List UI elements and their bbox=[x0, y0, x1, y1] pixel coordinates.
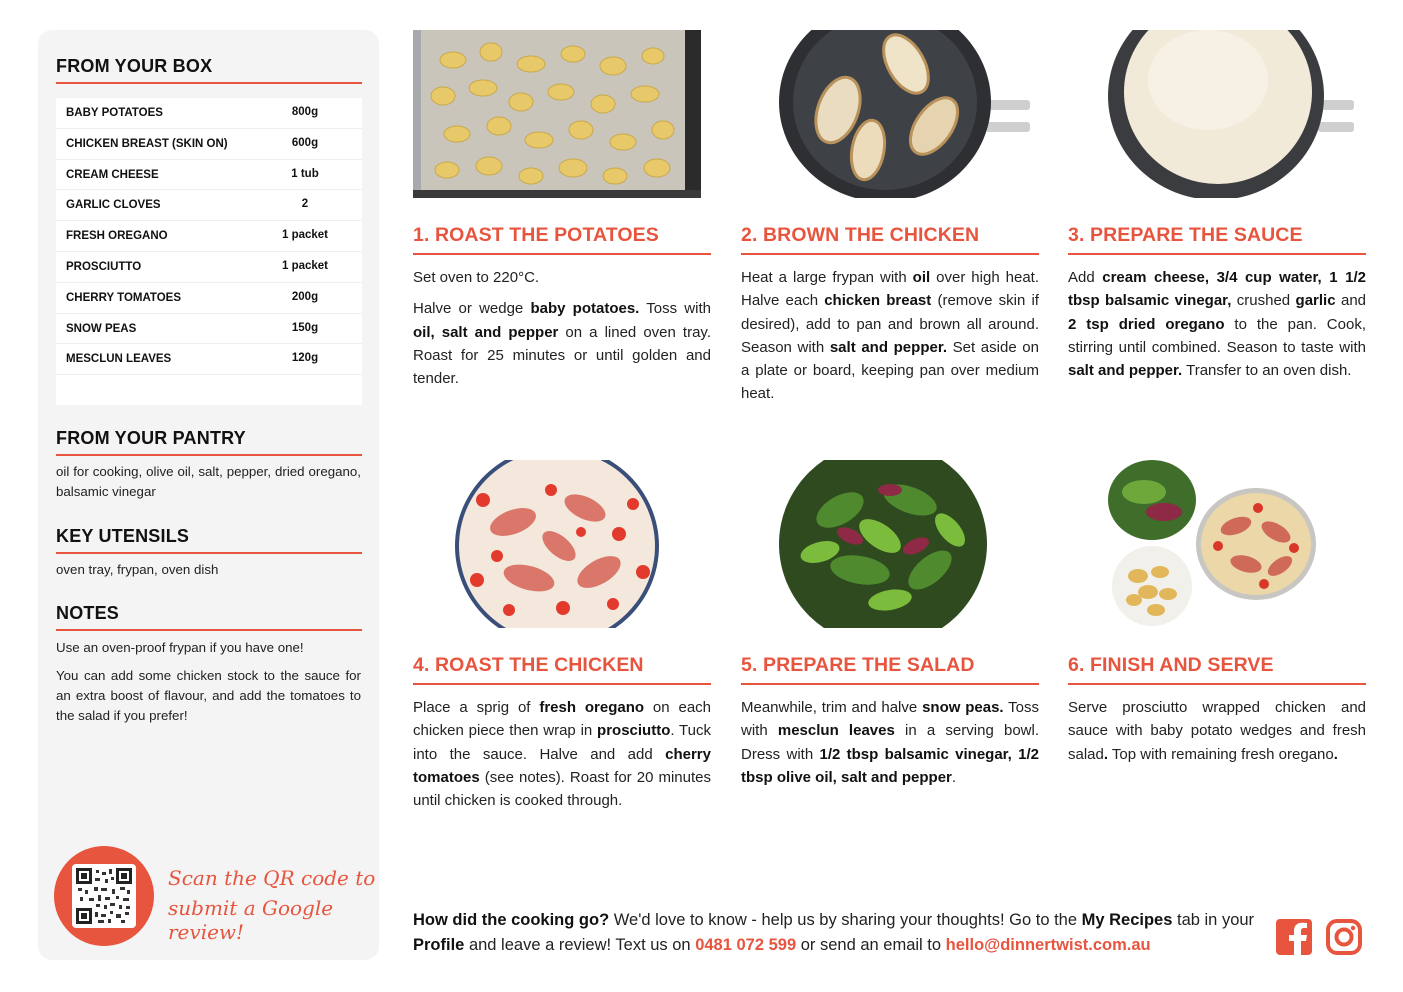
divider bbox=[413, 253, 711, 255]
step-photo-serve bbox=[1068, 460, 1366, 628]
qr-code-icon[interactable] bbox=[72, 864, 136, 928]
ingredient-name: BABY POTATOES bbox=[66, 107, 163, 119]
step-paragraph bbox=[413, 266, 711, 289]
bold-ingredient: 1/2 tbsp balsamic vinegar, 1/2 tbsp olive oil, salt and pepper bbox=[741, 745, 1040, 786]
step-body bbox=[1068, 696, 1366, 774]
ingredient-name: GARLIC CLOVES bbox=[66, 199, 161, 212]
step-text: Top with remaining fresh oregano bbox=[1108, 745, 1334, 763]
step-paragraph bbox=[741, 696, 1039, 789]
divider bbox=[56, 629, 362, 631]
ingredient-quantity: 1 packet bbox=[281, 229, 329, 242]
step-title: 3. PREPARE THE SAUCE bbox=[1068, 224, 1303, 246]
divider bbox=[741, 253, 1039, 255]
note-item: Use an oven-proof frypan if you have one! bbox=[56, 640, 304, 655]
ingredient-row bbox=[56, 221, 362, 252]
step-title: 6. FINISH AND SERVE bbox=[1068, 654, 1274, 676]
note-item: You can add some chicken stock to the sauce for an extra boost of flavour, and add the tomatoes to the salad if you prefer! bbox=[56, 668, 361, 723]
ingredient-name: CREAM CHEESE bbox=[66, 168, 159, 181]
bold-ingredient: 2 tsp dried oregano bbox=[1068, 315, 1225, 333]
divider bbox=[56, 552, 362, 554]
step-text: Transfer to an oven dish. bbox=[1182, 362, 1352, 380]
ingredient-quantity: 2 bbox=[301, 198, 309, 211]
step-title: 1. ROAST THE POTATOES bbox=[413, 224, 659, 246]
step-text: (remove skin if desired), add to pan and brown all around. Season with bbox=[741, 292, 1039, 356]
bold-ingredient: baby potatoes. bbox=[530, 300, 640, 318]
bold-ingredient: garlic bbox=[1295, 292, 1336, 310]
ingredient-row bbox=[56, 98, 362, 129]
facebook-icon[interactable] bbox=[1275, 918, 1313, 956]
step-text: Halve or wedge bbox=[413, 300, 531, 318]
step-paragraph bbox=[741, 266, 1039, 406]
phone-link[interactable]: 0481 072 599 bbox=[695, 936, 797, 954]
bold-ingredient: chicken breast bbox=[824, 292, 932, 310]
qr-caption-line: submit a Google review! bbox=[168, 896, 334, 944]
ingredient-quantity: 800g bbox=[291, 106, 319, 118]
step-text: Meanwhile, trim and halve bbox=[741, 699, 923, 716]
bold-ingredient: snow peas. bbox=[922, 699, 1004, 716]
bold-ingredient: prosciutto bbox=[597, 722, 671, 740]
step-title: 5. PREPARE THE SALAD bbox=[741, 654, 975, 676]
ingredient-row bbox=[56, 344, 362, 375]
ingredient-quantity: 600g bbox=[291, 136, 319, 149]
step-text: Heat a large frypan with bbox=[741, 269, 913, 286]
divider bbox=[413, 683, 711, 685]
bold-ingredient: cream cheese, 3/4 cup water, 1 1/2 tbsp balsamic vinegar, bbox=[1068, 269, 1366, 310]
ingredient-quantity: 120g bbox=[291, 352, 319, 365]
step-text: on a lined oven tray. Roast for 25 minutes or until golden and tender. bbox=[413, 323, 711, 388]
step-photo-salad bbox=[740, 460, 1038, 628]
utensils-text: oven tray, frypan, oven dish bbox=[56, 562, 219, 577]
qr-caption-line: Scan the QR code to bbox=[168, 866, 376, 890]
instagram-icon[interactable] bbox=[1325, 918, 1363, 956]
ingredient-name: CHERRY TOMATOES bbox=[66, 291, 182, 304]
step-paragraph bbox=[1068, 696, 1366, 766]
step-text: Serve prosciutto wrapped chicken and sauce with baby potato wedges and fresh salad bbox=[1068, 699, 1366, 763]
step-text: Set oven to 220°C. bbox=[413, 269, 540, 286]
email-link[interactable]: hello@dinnertwist.com.au bbox=[945, 936, 1151, 954]
step-photo-potatoes bbox=[413, 30, 701, 198]
ingredient-row bbox=[56, 252, 362, 283]
bold-ingredient: . bbox=[1333, 745, 1338, 763]
ingredient-name: FRESH OREGANO bbox=[66, 230, 168, 243]
step-paragraph bbox=[1068, 266, 1366, 382]
ingredient-row bbox=[56, 283, 362, 314]
step-text: on each chicken piece then wrap in bbox=[413, 699, 711, 740]
step-text: Set aside on a plate or board, keeping pan over medium heat. bbox=[741, 338, 1039, 403]
step-body bbox=[741, 266, 1039, 414]
ingredient-row bbox=[56, 314, 362, 345]
utensils-title: KEY UTENSILS bbox=[56, 526, 190, 546]
bold-ingredient: oil, salt and pepper bbox=[413, 323, 559, 341]
qr-badge[interactable] bbox=[54, 846, 154, 946]
ingredient-name: MESCLUN LEAVES bbox=[66, 353, 172, 366]
step-text: in a serving bowl. Dress with bbox=[741, 722, 1039, 763]
table-spacer bbox=[56, 375, 362, 405]
step-text: Toss with bbox=[639, 300, 711, 318]
ingredient-row bbox=[56, 190, 362, 221]
ingredient-name: CHICKEN BREAST (SKIN ON) bbox=[66, 137, 228, 150]
step-photo-sauce bbox=[1068, 30, 1366, 198]
ingredient-row bbox=[56, 129, 362, 160]
pantry-title: FROM YOUR PANTRY bbox=[56, 428, 246, 448]
divider bbox=[1068, 253, 1366, 255]
ingredient-quantity: 1 packet bbox=[281, 259, 329, 272]
bold-ingredient: salt and pepper. bbox=[1068, 362, 1183, 380]
footer-text: or send an email to bbox=[796, 936, 946, 954]
step-text: . Tuck into the sauce. Halve and add bbox=[413, 722, 712, 763]
divider bbox=[1068, 683, 1366, 685]
ingredient-row bbox=[56, 160, 362, 191]
divider bbox=[56, 82, 362, 84]
profile-link[interactable]: Profile bbox=[413, 936, 465, 954]
step-text: crushed bbox=[1231, 292, 1296, 310]
footer-question: How did the cooking go? bbox=[413, 911, 610, 929]
step-body bbox=[413, 266, 711, 398]
ingredient-quantity: 200g bbox=[291, 290, 319, 303]
step-text: . bbox=[951, 768, 957, 786]
ingredient-quantity: 1 tub bbox=[291, 167, 319, 180]
review-prompt bbox=[413, 908, 1263, 958]
bold-ingredient: fresh oregano bbox=[539, 699, 645, 716]
step-body bbox=[413, 696, 711, 820]
step-paragraph bbox=[413, 297, 711, 390]
bold-ingredient: salt and pepper. bbox=[829, 338, 947, 356]
ingredients-sidebar bbox=[38, 30, 379, 960]
bold-ingredient: cherry tomatoes bbox=[413, 745, 711, 786]
step-text: to the pan. Cook, stirring until combined. Season to taste with bbox=[1068, 315, 1366, 356]
divider bbox=[741, 683, 1039, 685]
bold-ingredient: mesclun leaves bbox=[777, 722, 895, 740]
bold-ingredient: oil bbox=[912, 269, 931, 286]
step-text: over high heat. Halve each bbox=[741, 269, 1039, 310]
ingredient-name: SNOW PEAS bbox=[66, 322, 137, 335]
box-title: FROM YOUR BOX bbox=[56, 56, 213, 76]
bold-ingredient: . bbox=[1103, 745, 1109, 763]
notes-title: NOTES bbox=[56, 603, 120, 623]
footer-text: We'd love to know - help us by sharing your thoughts! Go to the bbox=[609, 911, 1082, 929]
my-recipes-link[interactable]: My Recipes bbox=[1081, 911, 1173, 929]
step-text: (see notes). Roast for 20 minutes until chicken is cooked through. bbox=[413, 768, 711, 810]
step-body bbox=[741, 696, 1039, 797]
step-title: 4. ROAST THE CHICKEN bbox=[413, 654, 644, 676]
step-body bbox=[1068, 266, 1366, 390]
step-text: and bbox=[1335, 292, 1367, 310]
footer-text: tab in your bbox=[1172, 911, 1255, 929]
step-photo-roast-chicken bbox=[413, 460, 711, 628]
ingredient-quantity: 150g bbox=[291, 321, 319, 334]
step-text: Place a sprig of bbox=[413, 699, 540, 716]
step-title: 2. BROWN THE CHICKEN bbox=[741, 224, 980, 246]
step-text: Toss with bbox=[741, 699, 1040, 740]
footer-text: and leave a review! Text us on bbox=[464, 936, 696, 954]
step-photo-chicken-pan bbox=[740, 30, 1038, 198]
step-paragraph bbox=[413, 696, 711, 812]
divider bbox=[56, 454, 362, 456]
ingredients-table bbox=[56, 98, 362, 405]
pantry-text: oil for cooking, olive oil, salt, pepper, dried oregano, balsamic vinegar bbox=[56, 464, 361, 499]
ingredient-name: PROSCIUTTO bbox=[66, 260, 142, 273]
step-text: Add bbox=[1068, 269, 1103, 286]
